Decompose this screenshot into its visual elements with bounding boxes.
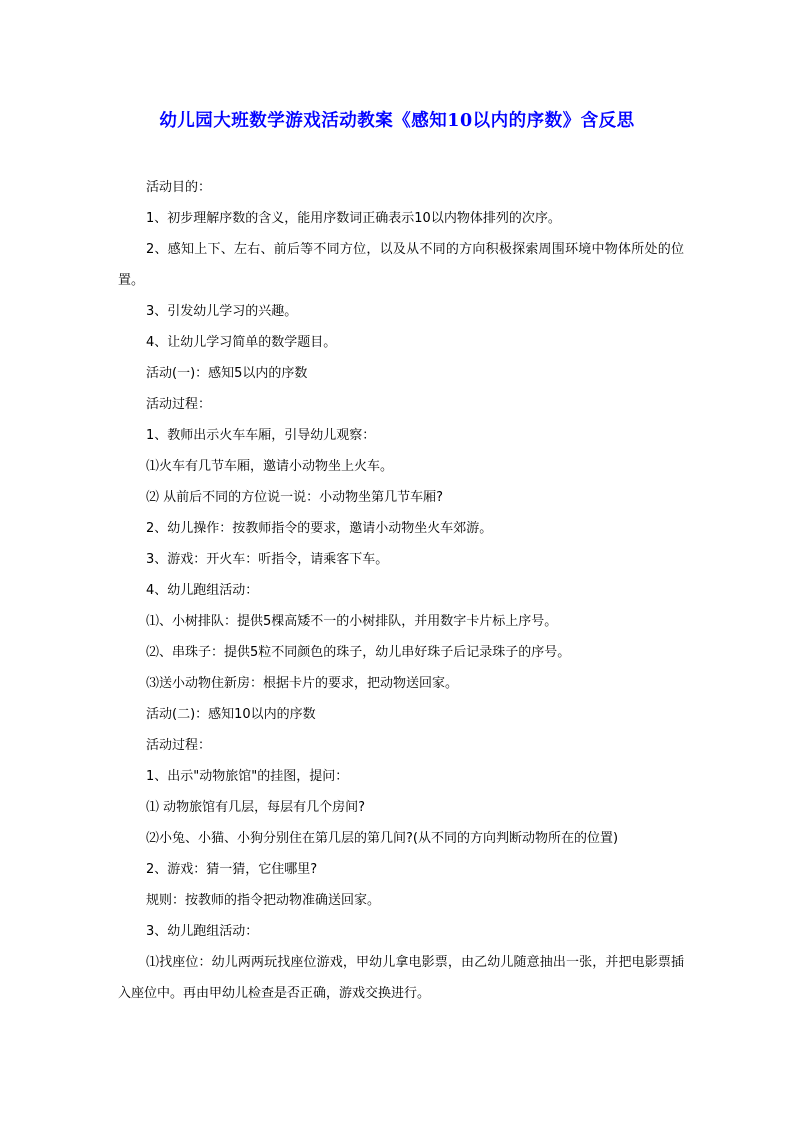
document-body <box>118 172 684 1009</box>
paragraph: 规则：按教师的指令把动物准确送回家。 <box>146 893 381 908</box>
paragraph: 2、幼儿操作：按教师指令的要求，邀请小动物坐火车郊游。 <box>146 521 493 536</box>
section-heading: 活动(二)：感知10以内的序数 <box>146 707 316 722</box>
paragraph: 活动过程： <box>146 397 212 412</box>
paragraph: 3、引发幼儿学习的兴趣。 <box>146 304 298 319</box>
paragraph: 活动目的： <box>146 180 212 195</box>
paragraph: ⑴、小树排队：提供5棵高矮不一的小树排队，并用数字卡片标上序号。 <box>146 614 558 629</box>
section-heading: 活动(一)：感知5以内的序数 <box>146 366 308 381</box>
paragraph: ⑴找座位：幼儿两两玩找座位游戏，甲幼儿拿电影票，由乙幼儿随意抽出一张，并把电影票插入座位中。再由甲幼儿检查是否正确，游戏交换进行。 <box>118 955 684 1001</box>
paragraph: ⑵ 从前后不同的方位说一说：小动物坐第几节车厢? <box>146 490 444 505</box>
paragraph: ⑴ 动物旅馆有几层，每层有几个房间? <box>146 800 366 815</box>
paragraph: 2、游戏：猜一猜，它住哪里? <box>146 862 318 877</box>
paragraph: 4、让幼儿学习简单的数学题目。 <box>146 335 337 350</box>
paragraph: 2、感知上下、左右、前后等不同方位，以及从不同的方向积极探索周围环境中物体所处的位置。 <box>118 242 684 288</box>
paragraph: ⑴火车有几节车厢，邀请小动物坐上火车。 <box>146 459 394 474</box>
document-title: 幼儿园大班数学游戏活动教案《感知10以内的序数》含反思 <box>159 111 635 131</box>
paragraph: 1、教师出示火车车厢，引导幼儿观察： <box>146 428 376 443</box>
paragraph: ⑶送小动物住新房：根据卡片的要求，把动物送回家。 <box>146 676 459 691</box>
paragraph: 活动过程： <box>146 738 212 753</box>
paragraph: 1、初步理解序数的含义，能用序数词正确表示10以内物体排列的次序。 <box>146 211 561 226</box>
paragraph: 3、游戏：开火车：听指令，请乘客下车。 <box>146 552 389 567</box>
paragraph: ⑵小兔、小猫、小狗分别住在第几层的第几间?(从不同的方向判断动物所在的位置) <box>146 831 619 846</box>
paragraph: 3、幼儿跑组活动： <box>146 924 259 939</box>
paragraph: 4、幼儿跑组活动： <box>146 583 259 598</box>
paragraph: 1、出示"动物旅馆"的挂图，提问： <box>146 769 349 784</box>
paragraph: ⑵、串珠子：提供5粒不同颜色的珠子，幼儿串好珠子后记录珠子的序号。 <box>146 645 571 660</box>
